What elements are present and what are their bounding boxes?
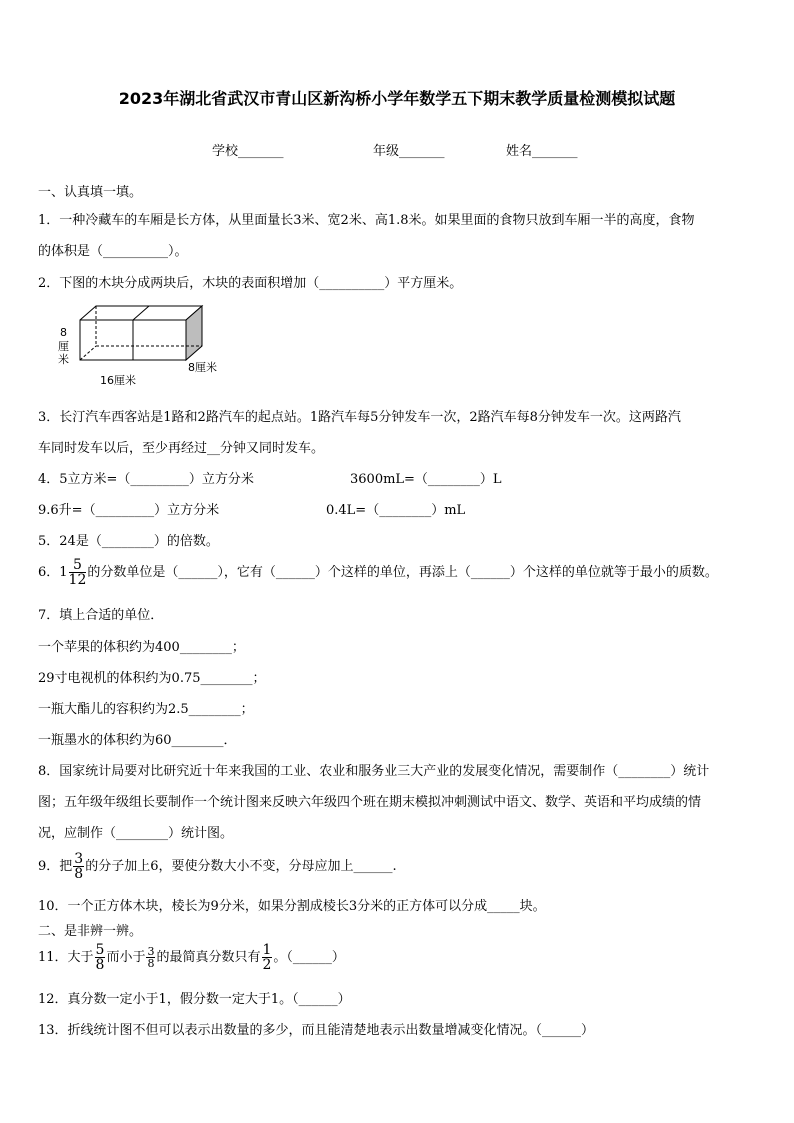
question-11-mid: 而小于 [106,950,146,965]
height-label-8: 8 [60,326,67,339]
page-title: 2023年湖北省武汉市青山区新沟桥小学年数学五下期末教学质量检测模拟试题 [118,89,676,108]
section-2-heading: 二、是非辨一辨。 [38,924,143,939]
question-9-prefix: 9．把 [38,859,73,874]
question-8-line-1: 8．国家统计局要对比研究近十年来我国的工业、农业和服务业三大产业的发展变化情况，需要制作（________）统计 [38,764,710,779]
question-2: 2．下图的木块分成两块后，木块的表面积增加（__________）平方厘米。 [38,276,463,291]
question-6 [38,558,718,587]
question-11-prefix: 11．大于 [38,950,94,965]
question-10: 10．一个正方体木块，棱长为9分米，如果分割成棱长3分米的正方体可以分成_____块。 [38,899,546,914]
school-field: 学校_______ [212,144,284,159]
question-11-suffix: 。（______） [273,950,345,965]
question-3-line-2: 车同时发车以后，至少再经过__分钟又同时发车。 [38,441,325,456]
question-5: 5．24是（________）的倍数。 [38,534,219,549]
question-7-d: 一瓶墨水的体积约为60________． [38,733,237,748]
question-4-d: 0.4L=（________）mL [326,503,466,518]
fraction-1-2: $\frac{1}{2}$ [262,942,272,973]
question-1-line-2: 的体积是（__________）。 [38,244,188,259]
question-1-line-1: 1．一种冷藏车的车厢是长方体，从里面量长3米、宽2米、高1.8米。如果里面的食物只放到车厢一半的高度，食物 [38,213,695,228]
name-field: 姓名_______ [506,144,578,159]
fraction-3-8-small: $\frac{3}{8}$ [147,945,155,970]
section-1-heading: 一、认真填一填。 [38,185,143,200]
question-6-text: 的分数单位是（______），它有（______）个这样的单位，再添上（______）个这样的单位就等于最小的质数。 [87,565,718,580]
question-8-line-3: 况，应制作（________）统计图。 [38,826,234,841]
length-label: 16厘米 [100,374,136,387]
question-6-prefix: 6．1 [38,565,68,580]
question-4-b: 3600mL=（________）L [350,472,502,487]
height-label-li: 厘 [58,340,69,353]
question-12: 12．真分数一定小于1，假分数一定大于1。（______） [38,992,351,1007]
question-4-c: 9.6升=（_________）立方分米 [38,503,220,518]
question-11 [38,943,345,972]
question-3-line-1: 3．长汀汽车西客站是1路和2路汽车的起点站。1路汽车每5分钟发车一次，2路汽车每8分钟发车一次。这两路汽 [38,410,681,425]
height-label-mi: 米 [58,353,69,366]
question-7-a: 一个苹果的体积约为400________； [38,640,245,655]
grade-field: 年级_______ [373,144,445,159]
question-7-c: 一瓶大酯儿的容积约为2.5________； [38,702,254,717]
question-9-text: 的分子加上6，要使分数大小不变，分母应加上______. [85,859,397,874]
fraction-5-8: $\frac{5}{8}$ [95,942,105,973]
question-11-mid2: 的最简真分数只有 [156,950,261,965]
question-7: 7．填上合适的单位． [38,608,164,623]
wood-block-figure [52,300,222,392]
question-4-a: 4．5立方米=（_________）立方分米 [38,472,254,487]
width-label: 8厘米 [188,361,217,374]
question-7-b: 29寸电视机的体积约为0.75________； [38,671,266,686]
question-8-line-2: 图；五年级年级组长要制作一个统计图来反映六年级四个班在期末模拟冲刺测试中语文、数学、英语和平均成绩的情 [38,795,702,810]
question-13: 13．折线统计图不但可以表示出数量的多少，而且能清楚地表示出数量增减变化情况。（______） [38,1023,595,1038]
fraction-3-8: $\frac{3}{8}$ [74,851,84,882]
question-9 [38,852,397,881]
fraction-5-12: $\frac{5}{12}$ [68,557,87,588]
